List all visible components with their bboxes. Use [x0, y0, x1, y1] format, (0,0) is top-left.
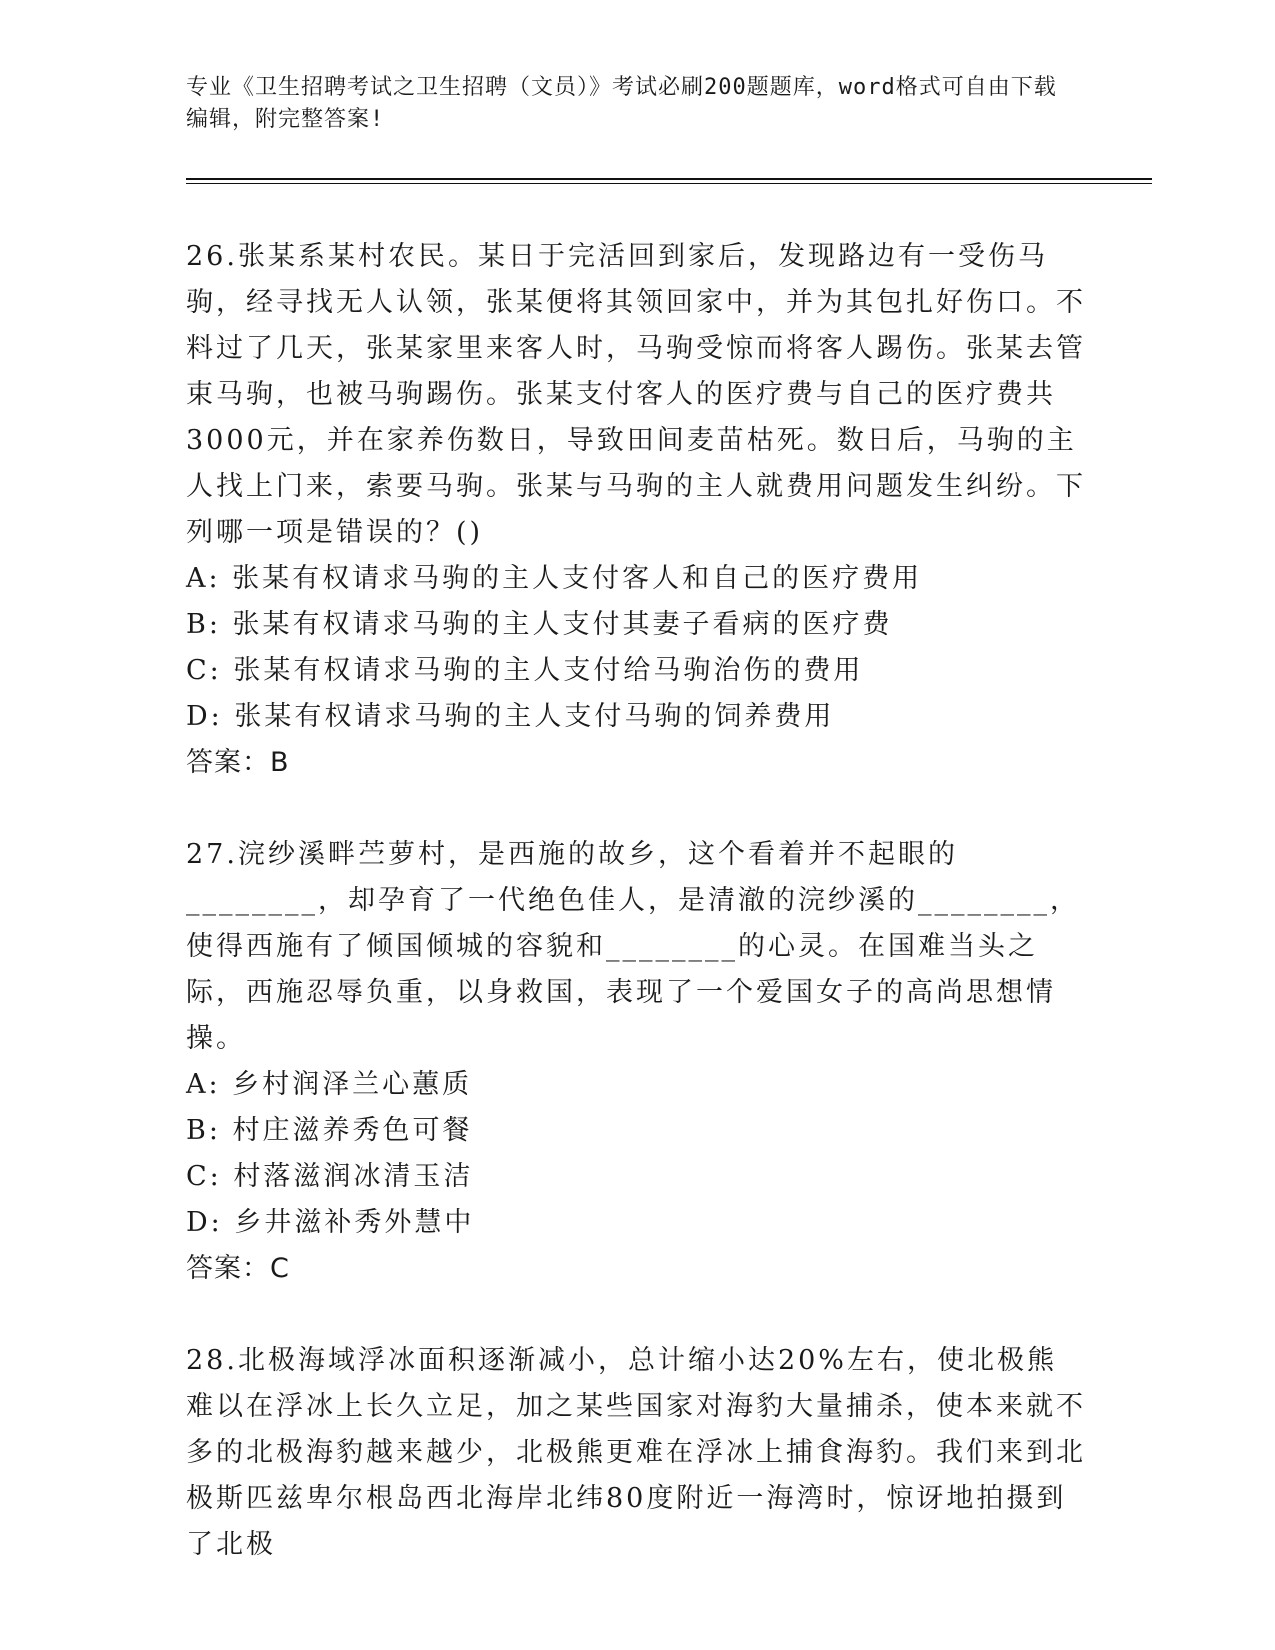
option-c: C: 村落滋润冰清玉洁	[186, 1161, 474, 1192]
option-c: C: 张某有权请求马驹的主人支付给马驹治伤的费用	[186, 655, 864, 686]
answer-text: 答案：B	[186, 747, 290, 778]
option-b: B: 村庄滋养秀色可餐	[186, 1115, 473, 1146]
option-b: B: 张某有权请求马驹的主人支付其妻子看病的医疗费	[186, 609, 893, 640]
question-27	[186, 832, 1086, 1292]
header-divider-thin	[186, 183, 1152, 184]
header-divider-thick	[186, 178, 1152, 180]
question-list	[186, 234, 1086, 1614]
question-26	[186, 234, 1086, 786]
option-d: D: 乡井滋补秀外慧中	[186, 1207, 475, 1238]
question-28	[186, 1338, 1086, 1568]
option-a: A: 乡村润泽兰心蕙质	[186, 1069, 473, 1100]
question-stem: 27.浣纱溪畔苎萝村，是西施的故乡，这个看着并不起眼的________，却孕育了一代绝色佳人，是清澈的浣纱溪的________，使得西施有了倾国倾城的容貌和________的心灵。在国难当头之际，西施忍辱负重，以身救国，表现了一个爱国女子的高尚思想情操。	[186, 839, 1080, 1054]
option-a: A: 张某有权请求马驹的主人支付客人和自己的医疗费用	[186, 563, 923, 594]
answer-text: 答案：C	[186, 1253, 290, 1284]
option-d: D: 张某有权请求马驹的主人支付马驹的饲养费用	[186, 701, 835, 732]
document-header	[186, 72, 1066, 136]
question-stem: 26.张某系某村农民。某日于完活回到家后，发现路边有一受伤马驹，经寻找无人认领，张某便将其领回家中，并为其包扎好伤口。不料过了几天，张某家里来客人时，马驹受惊而将客人踢伤。张某去管束马驹，也被马驹踢伤。张某支付客人的医疗费与自己的医疗费共3000元，并在家养伤数日，导致田间麦苗枯死。数日后，马驹的主人找上门来，索要马驹。张某与马驹的主人就费用问题发生纠纷。下列哪一项是错误的？()	[186, 241, 1086, 548]
header-title: 专业《卫生招聘考试之卫生招聘（文员）》考试必刷200题题库，word格式可自由下载编辑，附完整答案!	[186, 75, 1057, 132]
question-stem: 28.北极海域浮冰面积逐渐减小，总计缩小达20%左右，使北极熊难以在浮冰上长久立足，加之某些国家对海豹大量捕杀，使本来就不多的北极海豹越来越少，北极熊更难在浮冰上捕食海豹。我们来到北极斯匹兹卑尔根岛西北海岸北纬80度附近一海湾时，惊讶地拍摄到了北极	[186, 1345, 1086, 1560]
